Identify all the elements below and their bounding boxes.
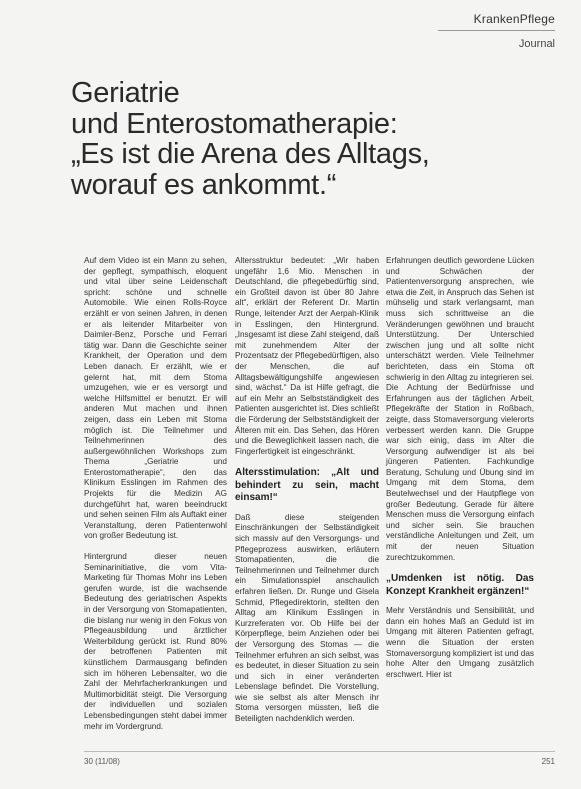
paragraph: Altersstruktur bedeutet: „Wir haben ungefähr 1,6 Mio. Menschen in Deutschland, die pflegebedürftig sind, ein Großteil davon ist über 80 Jahre alt“, erklärt der Referent Dr. Martin Runge, leitender Arzt der Aerpah-Klinik in Esslingen, den Hintergrund. „Insgesamt ist diese Zahl steigend, daß mit zunehmendem Alter der Prozentsatz der Pflegebedürftigen, also der Menschen, die auf Alltagsbewältigungshilfe angewiesen sind, wächst.“ Da ist Hilfe gefragt, die auf ein Mehr an Selbstständigkeit des Patienten ausgerichtet ist. Dies schließt die Förderung der Selbstständigkeit der Älteren mit ein. Das Sehen, das Hören und die Beweglichkeit lassen nach, die Fingerfertigkeit ist eingeschränkt. bbox=[235, 256, 379, 456]
title-line-2: und Enterostomatherapie: bbox=[71, 107, 398, 140]
article-title bbox=[71, 78, 541, 200]
paragraph: Erfahrungen deutlich gewordene Lücken und Schwächen der Patientenversorgung ansprechen, wie etwa die Zeit, in Anspruch das Sehen ist mühselig und stark verlangsamt, man muss sich schrittweise an die Veränderungen gewöhnen und braucht Unterstützung. Der Unterschied zwischen jung und alt sollte nicht unterschätzt werden. Viele Teilnehmer berichteten, dass ein Stoma oft schwierig in den Alltag zu integrieren sei. Die Achtung der Bedürfnisse und Erfahrungen aus der täglichen Arbeit, Pflegekräfte der Station in Roßbach, zeigte, dass Stomaversorgung vielerorts verbessert werden kann. Die Gruppe war sich einig, dass im Alter die Versorgung aufwendiger ist als bei jüngeren Patienten. Fachkundige Beratung, Schulung und Übung sind im Umgang mit dem Stoma, dem Beutelwechsel und der Hautpflege von großer Bedeutung. Gerade für ältere Menschen muss die Versorgung einfach und sicher sein. Sie brauchen verständliche Anleitungen und Zeit, um mit der neuen Situation zurechtzukommen. bbox=[386, 256, 534, 562]
subheading: Altersstimulation: „Alt und behindert zu sein, macht einsam!“ bbox=[235, 467, 379, 504]
title-line-1: Geriatrie bbox=[71, 77, 180, 109]
paragraph: Auf dem Video ist ein Mann zu sehen, der gepflegt, sympathisch, eloquent und vital über seine Leidenschaft spricht: schöne und schnelle Automobile. Wie einen Rolls-Royce erzählt er von seinen Jahren, in denen er als leitender Mitarbeiter von Daimler-Benz, Porsche und Ferrari tätig war. Dann die Geschichte seiner Krankheit, der Operation und dem Leben danach. Er erzählt, wie er gelernt hat, mit dem Stoma umzugehen, wie er es versorgt und welche Hilfsmittel er benutzt. Er will anderen Mut machen und ihnen zeigen, dass ein Leben mit Stoma möglich ist. Die Teilnehmer und Teilnehmerinnen des außergewöhnlichen Workshops zum Thema „Geriatrie und Enterostomatherapie“, den das Klinikum Esslingen im Rahmen des Projekts für die Medizin AG durchgeführt hat, waren beeindruckt und sehen seinen Film als Auftakt einer Veranstaltung, deren Patientenwohl von großer Bedeutung ist. bbox=[84, 256, 227, 541]
page-number: 251 bbox=[541, 757, 555, 766]
text-column-3 bbox=[386, 256, 534, 690]
subheading: „Umdenken ist nötig. Das Konzept Krankheit ergänzen!“ bbox=[386, 573, 534, 597]
footer-rule bbox=[84, 751, 555, 752]
title-line-3: „Es ist die Arena des Alltags, bbox=[71, 138, 430, 170]
section-label: Journal bbox=[518, 38, 555, 50]
paragraph: Hintergrund dieser neuen Seminarinitiative, die vom Vita-Marketing für Thomas Mohr ins Leben gerufen wurde, ist die wachsende Bedeutung des geriatrischen Aspekts in der Versorgung von Stomapatienten, die bislang nur wenig in den Fokus von Pflegeausbildung und ärztlicher Weiterbildung gerückt ist. Rund 80% der betroffenen Patienten mit künstlichem Darmausgang befinden sich im höheren Lebensalter, wo die Zahl der Mehrfacherkrankungen und Multimorbidität steigt. Die Versorgung der individuellen und sozialen Lebensbedingungen steht dabei immer mehr im Vordergrund. bbox=[84, 552, 227, 731]
paragraph: Daß diese steigenden Einschränkungen der Selbständigkeit sich massiv auf den Versorgungs- und Pflegeprozess auswirken, erläutern Stomapatienten, die die Teilnehmerinnen und Teilnehmer durch ein Simulationsspiel anschaulich erfahren ließen. Dr. Runge und Gisela Schmid, Pflegedirektorin, stellten den Alltag am Klinikum Esslingen in Kurzreferaten vor. Ob Hilfe bei der Körperpflege, beim Anziehen oder bei der Versorgung des Stomas — die Teilnehmer erfuhren an sich selbst, was es bedeutet, in dieser Situation zu sein und sich in einer veränderten Lebenslage befindet. Die Vorstellung, wie sie selbst als alter Mensch ihr Stoma versorgen müssten, ließ die Beteiligten nachdenklich werden. bbox=[235, 512, 379, 724]
text-column-2 bbox=[235, 256, 379, 735]
journal-brand: KrankenPflege bbox=[473, 12, 555, 26]
title-line-4: worauf es ankommt.“ bbox=[71, 168, 337, 201]
text-column-1 bbox=[84, 256, 227, 742]
issue-number: 30 (11/08) bbox=[84, 757, 120, 766]
header-rule bbox=[438, 30, 555, 31]
paragraph: Mehr Verständnis und Sensibilität, und dann ein hohes Maß an Geduld ist im Umgang mit älteren Patienten gefragt, wenn die Situation der ersten Stomaversorgung kompliziert ist und das hohe Alter den Umgang zusätzlich erschwert. Hier ist bbox=[386, 606, 534, 679]
